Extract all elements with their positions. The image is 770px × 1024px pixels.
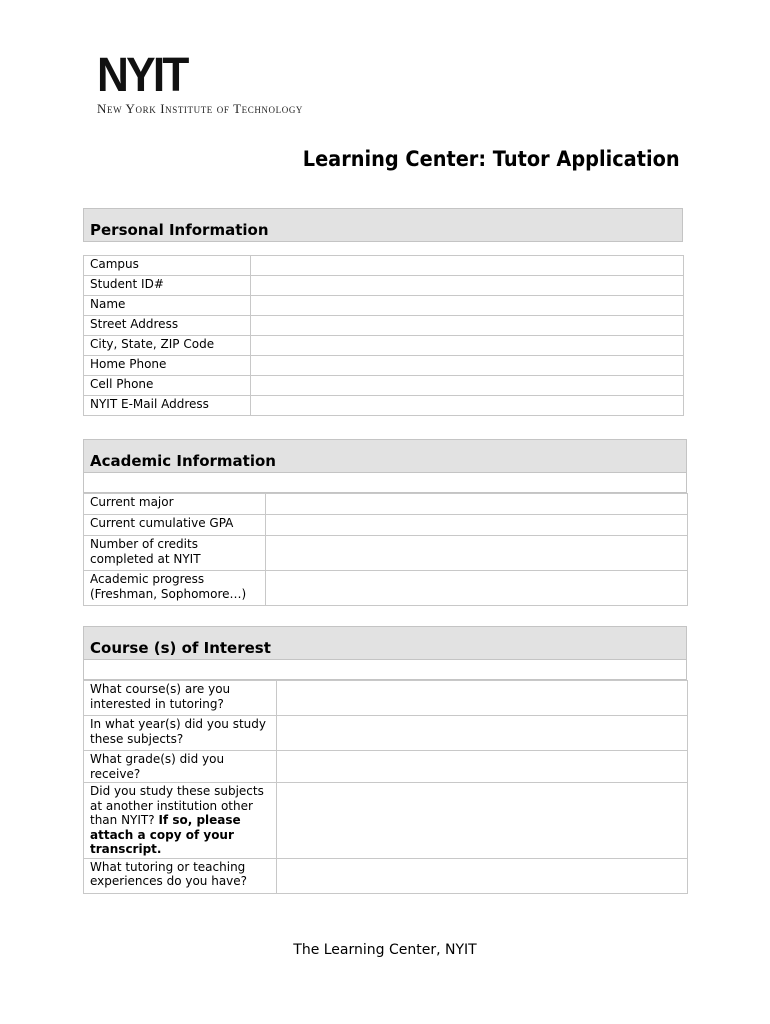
student-id-field[interactable] [251,276,684,296]
field-label-student-id: Student ID# [84,276,251,296]
field-label-home-phone: Home Phone [84,356,251,376]
section-heading: Course (s) of Interest [83,626,687,660]
table-row [84,494,688,515]
table-row [84,858,688,893]
email-field[interactable] [251,396,684,416]
field-label-cell-phone: Cell Phone [84,376,251,396]
table-row [84,356,684,376]
field-label-name: Name [84,296,251,316]
field-label-academic-progress: Academic progress (Freshman, Sophomore…) [84,571,266,606]
field-label-campus: Campus [84,256,251,276]
courses-of-interest-table [83,680,688,894]
section-heading: Academic Information [83,439,687,473]
table-row [84,316,684,336]
courses-of-interest-section [83,626,687,894]
section-spacer [83,660,687,680]
transcript-instruction: If so, please attach a copy of your transcript. [90,813,241,856]
field-label-credits: Number of credits completed at NYIT [84,536,266,571]
academic-information-table [83,493,688,606]
field-label-city-state-zip: City, State, ZIP Code [84,336,251,356]
current-major-field[interactable] [266,494,688,515]
name-field[interactable] [251,296,684,316]
field-label-grades: What grade(s) did you receive? [84,751,277,783]
academic-progress-field[interactable] [266,571,688,606]
home-phone-field[interactable] [251,356,684,376]
page-footer: The Learning Center, NYIT [293,942,477,958]
table-row [84,276,684,296]
field-label-street-address: Street Address [84,316,251,336]
logo-subtitle: New York Institute of Technology [97,101,304,116]
tutoring-experience-field[interactable] [277,858,688,893]
street-address-field[interactable] [251,316,684,336]
table-row [84,783,688,859]
table-row [84,571,688,606]
academic-information-section [83,439,687,606]
courses-interested-field[interactable] [277,681,688,716]
personal-information-section [83,208,683,416]
table-row [84,376,684,396]
gpa-field[interactable] [266,515,688,536]
grades-field[interactable] [277,751,688,783]
section-heading: Personal Information [83,208,683,242]
table-row [84,681,688,716]
nyit-logo [97,49,304,116]
city-state-zip-field[interactable] [251,336,684,356]
other-institution-field[interactable] [277,783,688,859]
other-institution-question: Did you study these subjects at another institution other than NYIT? [90,784,264,827]
study-years-field[interactable] [277,716,688,751]
table-row [84,256,684,276]
table-row [84,296,684,316]
field-label-courses-interested: What course(s) are you interested in tutoring? [84,681,277,716]
logo-mark: NYIT [97,49,187,102]
personal-information-table [83,255,684,416]
table-row [84,536,688,571]
table-row [84,716,688,751]
credits-field[interactable] [266,536,688,571]
field-label-email: NYIT E-Mail Address [84,396,251,416]
table-row [84,396,684,416]
field-label-gpa: Current cumulative GPA [84,515,266,536]
page-title: Learning Center: Tutor Application [303,147,680,171]
section-spacer [83,473,687,493]
table-row [84,751,688,783]
field-label-current-major: Current major [84,494,266,515]
table-row [84,515,688,536]
field-label-study-years: In what year(s) did you study these subjects? [84,716,277,751]
field-label-other-institution [84,783,277,859]
table-row [84,336,684,356]
field-label-tutoring-experience: What tutoring or teaching experiences do you have? [84,858,277,893]
cell-phone-field[interactable] [251,376,684,396]
campus-field[interactable] [251,256,684,276]
